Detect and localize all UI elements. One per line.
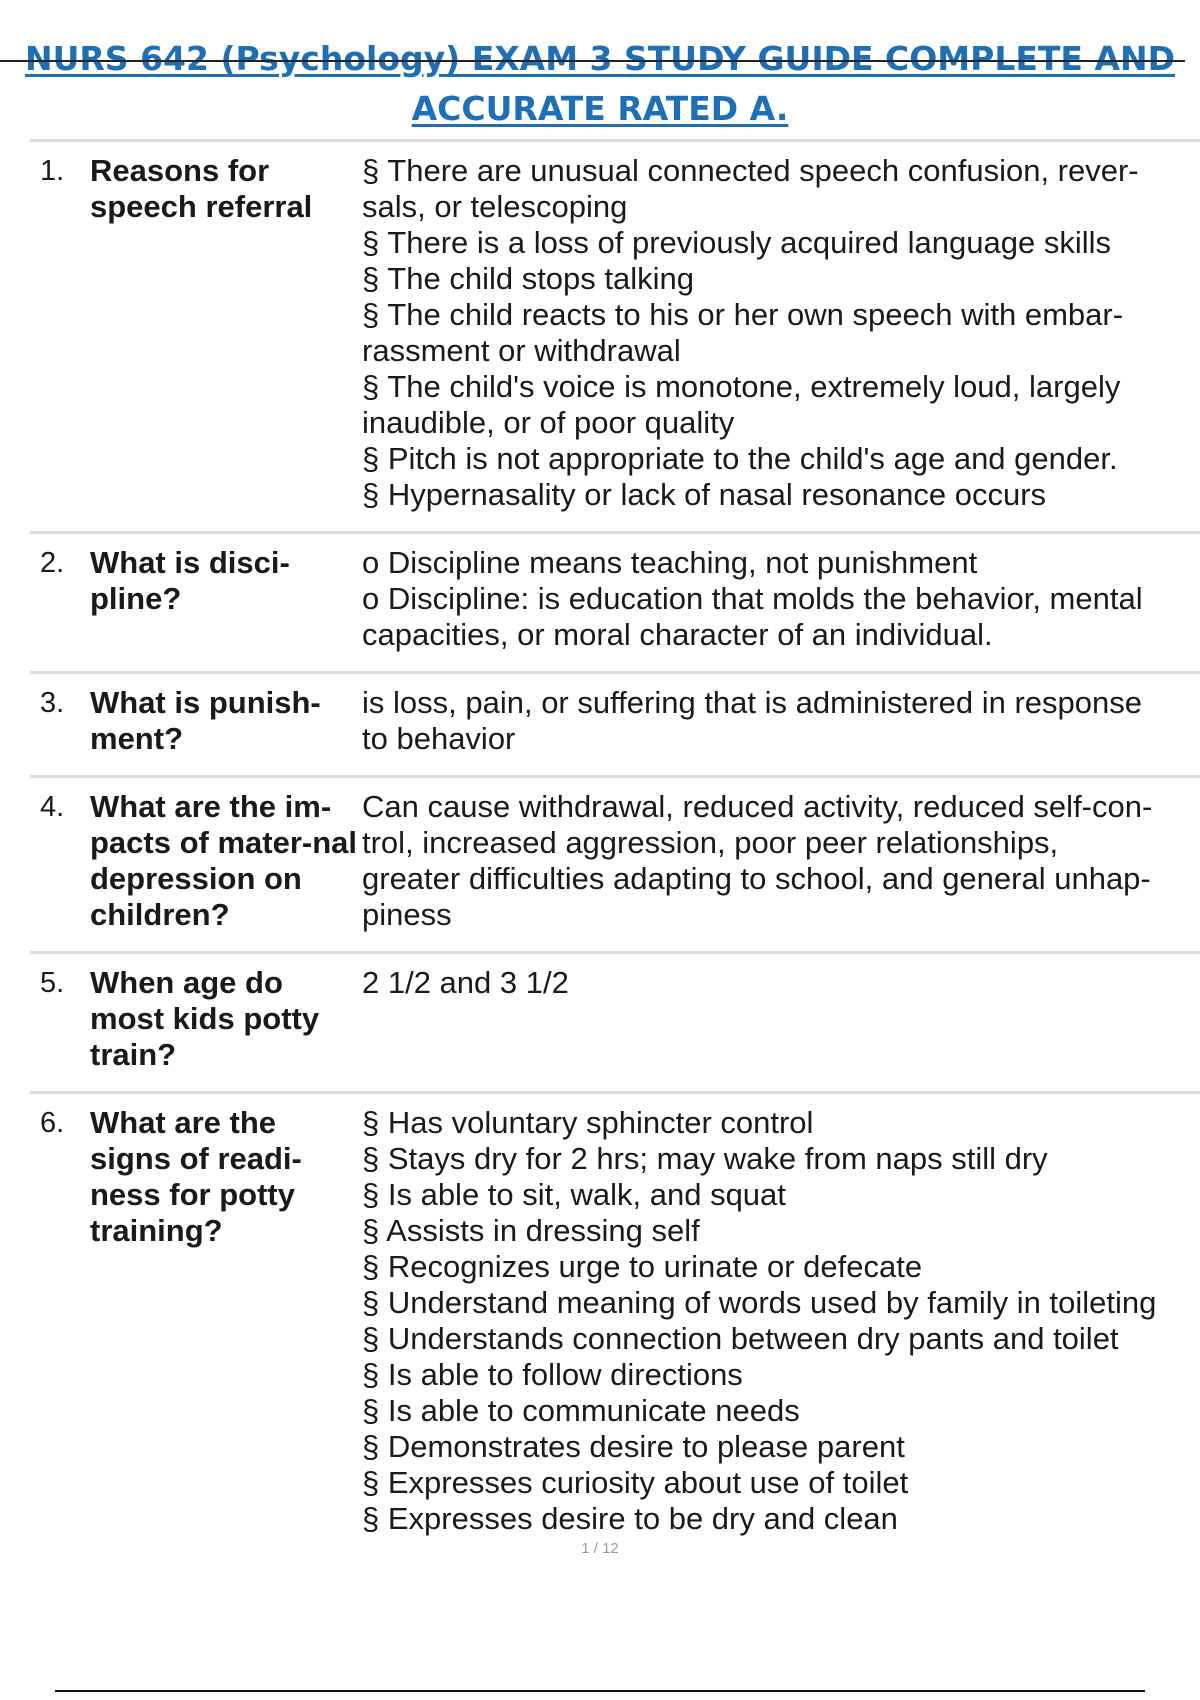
answer-line: § Assists in dressing self (362, 1213, 700, 1248)
answer-line: § There are unusual connected speech confusion, rever- (362, 153, 1139, 188)
table-row (30, 1091, 1200, 1555)
answer-line: to behavior (362, 721, 516, 756)
answer-line: capacities, or moral character of an individual. (362, 617, 993, 652)
answer-line: § The child's voice is monotone, extremely loud, largely (362, 369, 1121, 404)
item-number: 6. (40, 1107, 65, 1139)
item-number: 2. (40, 547, 65, 579)
answer-line: inaudible, or of poor quality (362, 405, 735, 440)
item-number: 4. (40, 791, 65, 823)
footer-divider (55, 1690, 1145, 1692)
answer-line: o Discipline: is education that molds the behavior, mental (362, 581, 1143, 616)
answer-line: o Discipline means teaching, not punishment (362, 545, 978, 580)
question-term: What are the im-pacts of mater-nal depression on children? (90, 789, 358, 932)
answer-line: § Is able to sit, walk, and squat (362, 1177, 786, 1212)
answer-line: § Understand meaning of words used by family in toileting (362, 1285, 1157, 1320)
answer-line: is loss, pain, or suffering that is administered in response (362, 685, 1142, 720)
title-line-1: NURS 642 (Psychology) EXAM 3 STUDY GUIDE COMPLETE AND (25, 34, 1175, 84)
answer-line: § Expresses curiosity about use of toilet (362, 1465, 909, 1500)
document-title (0, 34, 1200, 134)
answer-line: rassment or withdrawal (362, 333, 681, 368)
page-number: 1 / 12 (581, 1540, 619, 1557)
answer-line: § There is a loss of previously acquired language skills (362, 225, 1111, 260)
item-number: 1. (40, 155, 65, 187)
answer-line: § Understands connection between dry pants and toilet (362, 1321, 1119, 1356)
answer-line: § Is able to follow directions (362, 1357, 743, 1392)
question-term: Reasons for speech referral (90, 153, 313, 224)
answer-definition (362, 545, 1190, 653)
question-term: What is disci-pline? (90, 545, 290, 616)
answer-line: § The child reacts to his or her own speech with embar- (362, 297, 1124, 332)
item-number: 5. (40, 967, 65, 999)
table-row (30, 671, 1200, 775)
answer-line: piness (362, 897, 452, 932)
answer-line: sals, or telescoping (362, 189, 628, 224)
answer-line: § Recognizes urge to urinate or defecate (362, 1249, 923, 1284)
answer-line: § Expresses desire to be dry and clean (362, 1501, 898, 1536)
answer-line: § Hypernasality or lack of nasal resonance occurs (362, 477, 1047, 512)
item-number: 3. (40, 687, 65, 719)
answer-definition (362, 965, 1190, 1073)
title-line-2: ACCURATE RATED A. (411, 89, 789, 128)
answer-definition (362, 1105, 1190, 1537)
table-row (30, 531, 1200, 671)
study-guide-table (30, 139, 1200, 1555)
answer-definition (362, 685, 1190, 757)
answer-line: § Is able to communicate needs (362, 1393, 800, 1428)
answer-line: greater difficulties adapting to school, and general unhap- (362, 861, 1151, 896)
answer-line: § Demonstrates desire to please parent (362, 1429, 905, 1464)
table-row (30, 775, 1200, 951)
answer-line: § The child stops talking (362, 261, 695, 296)
answer-definition (362, 789, 1190, 933)
table-row (30, 139, 1200, 531)
question-term: What is punish-ment? (90, 685, 321, 756)
answer-line: Can cause withdrawal, reduced activity, reduced self-con- (362, 789, 1153, 824)
question-term: When age do most kids potty train? (90, 965, 320, 1072)
question-term: What are the signs of readi-ness for potty training? (90, 1105, 302, 1248)
table-row (30, 951, 1200, 1091)
answer-line: 2 1/2 and 3 1/2 (362, 965, 569, 1000)
answer-line: § Pitch is not appropriate to the child's age and gender. (362, 441, 1118, 476)
answer-line: trol, increased aggression, poor peer relationships, (362, 825, 1059, 860)
answer-line: § Stays dry for 2 hrs; may wake from naps still dry (362, 1141, 1048, 1176)
answer-line: § Has voluntary sphincter control (362, 1105, 814, 1140)
answer-definition (362, 153, 1190, 513)
